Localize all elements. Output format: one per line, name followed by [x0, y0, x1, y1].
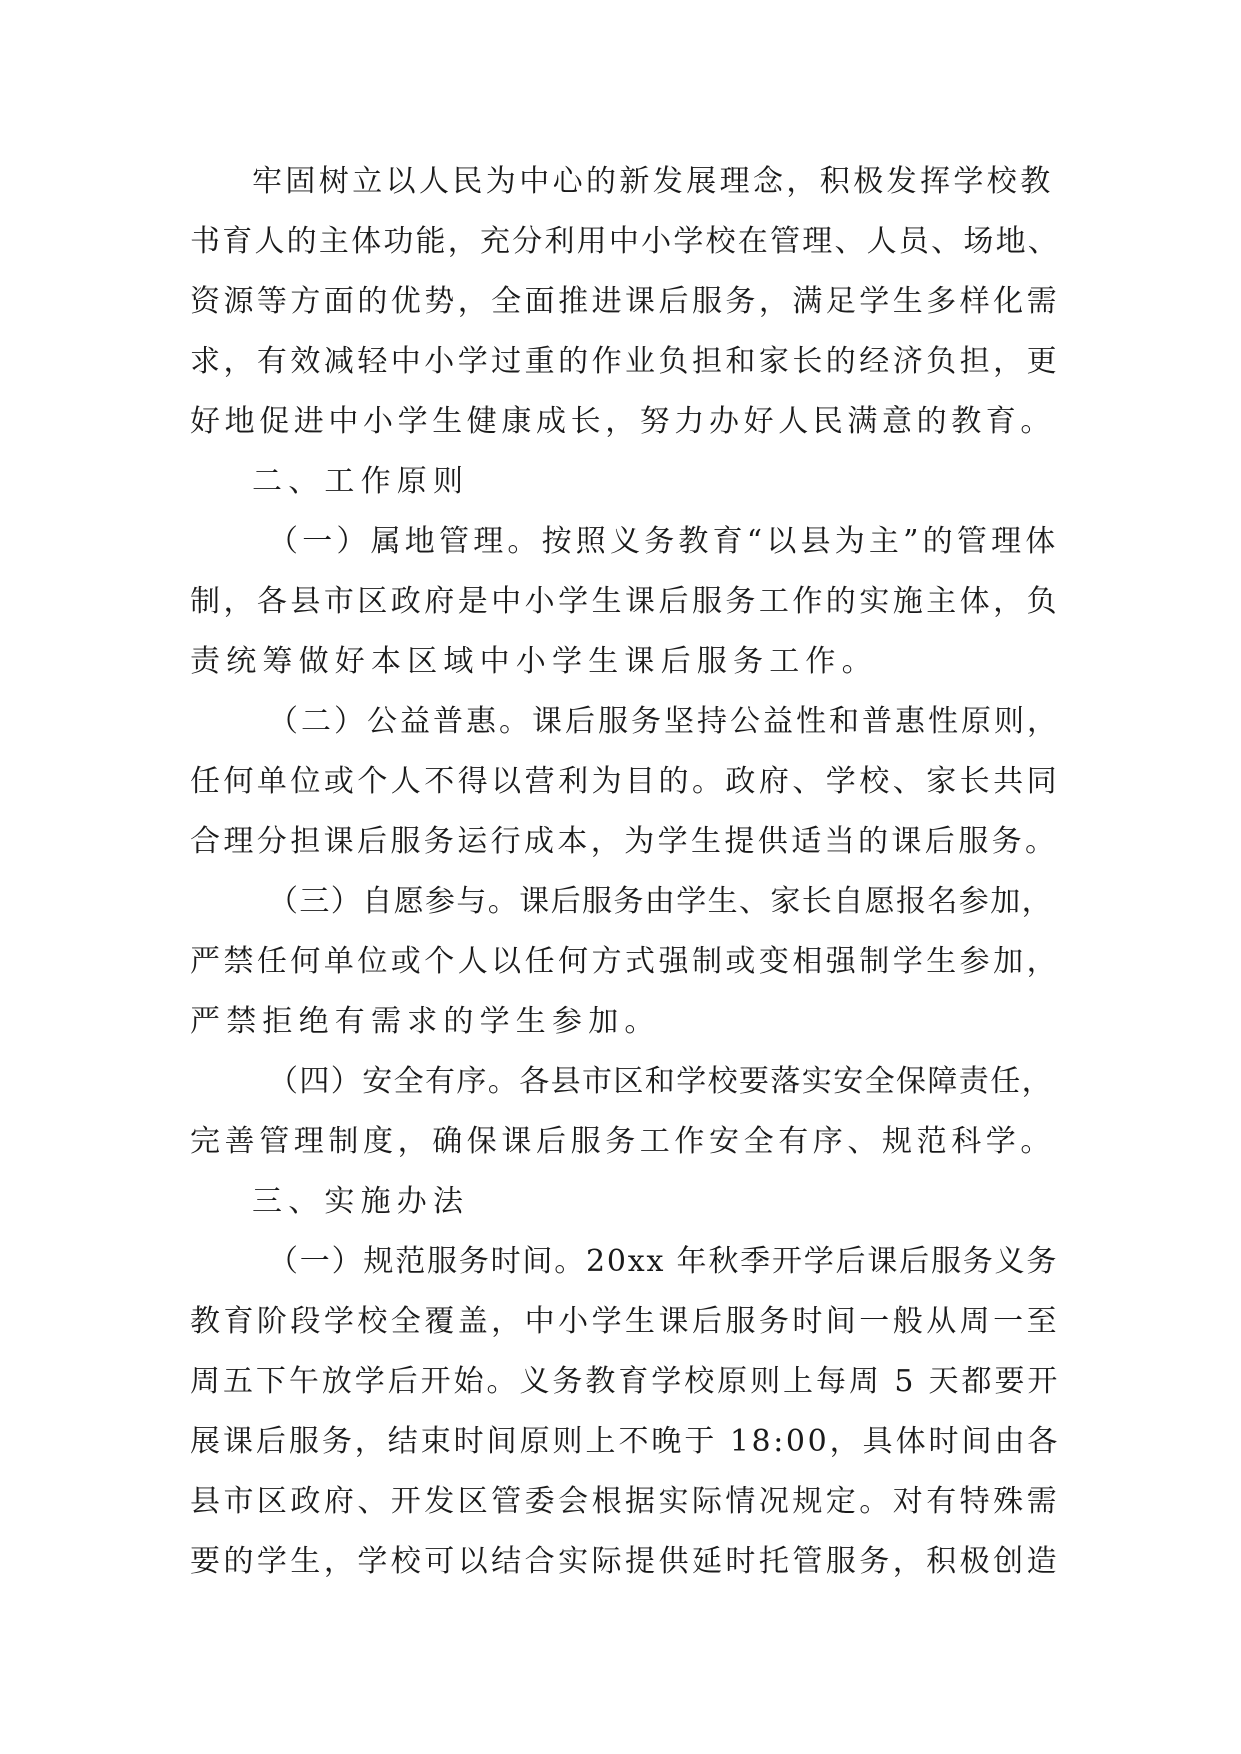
paragraph-line: （二）公益普惠。课后服务坚持公益性和普惠性原则， — [268, 704, 1060, 739]
paragraph-line: 完善管理制度，确保课后服务工作安全有序、规范科学。 — [190, 1124, 1055, 1159]
paragraph-line: 任何单位或个人不得以营利为目的。政府、学校、家长共同 — [190, 764, 1060, 799]
paragraph-line: 牢固树立以人民为中心的新发展理念，积极发挥学校教 — [252, 164, 1054, 199]
paragraph-line: 周五下午放学后开始。义务教育学校原则上每周 5 天都要开 — [190, 1364, 1060, 1399]
paragraph-line: 教育阶段学校全覆盖，中小学生课后服务时间一般从周一至 — [190, 1304, 1060, 1339]
paragraph-line: 要的学生，学校可以结合实际提供延时托管服务，积极创造 — [190, 1544, 1060, 1579]
paragraph-line: （三）自愿参与。课后服务由学生、家长自愿报名参加， — [268, 884, 1053, 919]
section-heading: 三、实施办法 — [252, 1184, 470, 1219]
paragraph-line: 书育人的主体功能，充分利用中小学校在管理、人员、场地、 — [190, 224, 1060, 259]
document-page — [190, 152, 1060, 1592]
paragraph-line: （一）规范服务时间。20xx 年秋季开学后课后服务义务 — [268, 1244, 1059, 1279]
paragraph-line: 资源等方面的优势，全面推进课后服务，满足学生多样化需 — [190, 284, 1060, 319]
paragraph-line: （四）安全有序。各县市区和学校要落实安全保障责任， — [268, 1064, 1053, 1099]
paragraph-line: 严禁拒绝有需求的学生参加。 — [190, 1004, 661, 1039]
paragraph-line: 展课后服务，结束时间原则上不晚于 18:00，具体时间由各 — [190, 1424, 1060, 1459]
paragraph-line: 制，各县市区政府是中小学生课后服务工作的实施主体，负 — [190, 584, 1060, 619]
paragraph-line: （一）属地管理。按照义务教育“以县为主”的管理体 — [268, 524, 1060, 559]
paragraph-line: 好地促进中小学生健康成长，努力办好人民满意的教育。 — [190, 404, 1055, 439]
section-heading: 二、工作原则 — [252, 464, 470, 499]
paragraph-line: 合理分担课后服务运行成本，为学生提供适当的课后服务。 — [190, 824, 1059, 859]
paragraph-line: 责统筹做好本区域中小学生课后服务工作。 — [190, 644, 878, 679]
paragraph-line: 县市区政府、开发区管委会根据实际情况规定。对有特殊需 — [190, 1484, 1060, 1519]
paragraph-line: 严禁任何单位或个人以任何方式强制或变相强制学生参加， — [190, 944, 1060, 979]
paragraph-line: 求，有效减轻中小学过重的作业负担和家长的经济负担，更 — [190, 344, 1060, 379]
